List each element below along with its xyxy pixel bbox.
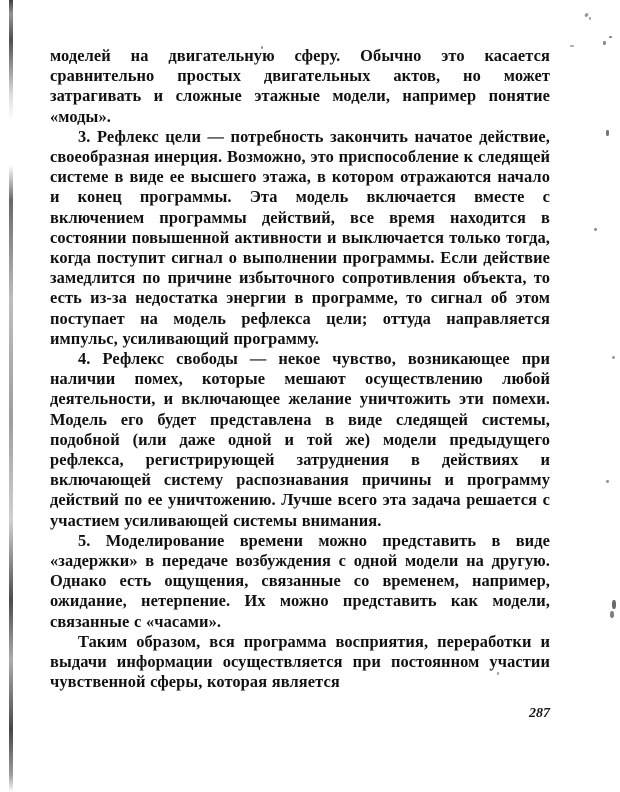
paragraph: моделей на двигательную сферу. Обычно это касается сравнительно простых двигательных актов, но может затрагивать и сложные этажные модели, например понятие «моды».	[50, 46, 550, 126]
scan-speck	[612, 356, 615, 359]
paragraph: 5. Моделирование времени можно представить в виде «задержки» в передаче возбуждения с одной модели на другую. Однако есть ощущения, связанные со временем, например, ожидание, нетерпение. Их можно представить как модели, связанные с «часами».	[50, 530, 550, 631]
paragraph: Таким образом, вся программа восприятия, переработки и выдачи информации осуществляется при постоянном участии чувственной сферы, которая является	[50, 631, 550, 692]
scan-speck	[594, 228, 597, 231]
scan-speck	[609, 36, 612, 38]
scan-speck	[570, 45, 574, 47]
scan-edge-artifact	[9, 0, 13, 792]
page-number: 287	[529, 706, 550, 721]
scan-speck	[610, 611, 614, 618]
scan-speck	[606, 130, 609, 136]
scan-speck	[606, 480, 609, 483]
page-text-body	[50, 46, 550, 693]
scan-speck	[589, 17, 591, 20]
scan-speck	[612, 600, 616, 609]
paragraph: 3. Рефлекс цели — потребность закончить начатое действие, своеобразная инерция. Возможно, это приспособление к следящей системе в виде ее высшего этажа, в котором отражаются начало и конец программы. Эта модель включается вместе с включением программы действий, все время находится в состоянии повышенной активности и выключается только тогда, когда поступит сигнал о выполнении программы. Если действие замедлится по причине избыточного сопротивления объекта, то есть из-за недостатка энергии в программе, то сигнал об этом поступает на модель рефлекса цели; оттуда направляется импульс, усиливающий программу.	[50, 126, 550, 348]
scan-speck	[603, 41, 606, 45]
paragraph: 4. Рефлекс свободы — некое чувство, возникающее при наличии помех, которые мешают осуществлению любой деятельности, и включающее желание уничтожить эти помехи. Модель его будет представлена в виде следящей системы, подобной (или даже одной и той же) модели предыдущего рефлекса, регистрирующей затруднения в действиях и включающей систему распознавания причины и программу действий по ее уничтожению. Лучше всего эта задача решается с участием усиливающей системы внимания.	[50, 349, 550, 530]
